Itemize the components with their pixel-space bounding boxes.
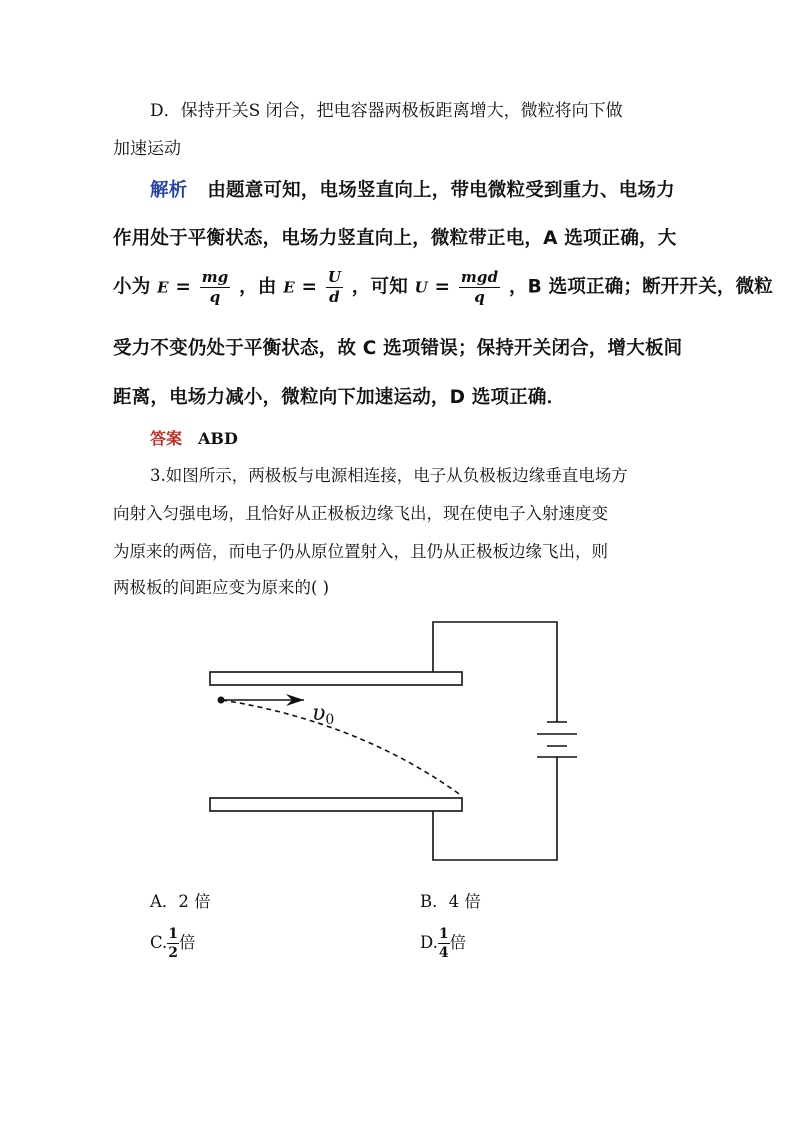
- analysis-text-1: 由题意可知，电场竖直向上，带电微粒受到重力、电场力: [207, 180, 675, 201]
- choice-c-fraction: [167, 925, 179, 962]
- analysis-text-3c: ，可知: [351, 276, 408, 298]
- question-line1: 3.如图所示，两极板与电源相连接，电子从负极板边缘垂直电场方: [150, 466, 628, 485]
- analysis-line1: [150, 176, 675, 202]
- choice-d: [420, 925, 466, 962]
- fraction-denominator: q: [209, 288, 221, 306]
- choice-b: B．4 倍: [420, 892, 481, 911]
- analysis-text-3b: ，由: [239, 276, 277, 298]
- question-line2: 向射入匀强电场，且恰好从正极板边缘飞出，现在使电子入射速度变: [113, 504, 608, 523]
- fraction-numerator: U: [327, 268, 342, 286]
- choice-c-prefix: C.: [150, 933, 168, 952]
- option-d-line2: 加速运动: [113, 139, 181, 159]
- top-plate: [210, 672, 462, 685]
- equals-sign: =: [175, 276, 192, 298]
- choice-c: [150, 925, 196, 962]
- capacitor-circuit-figure: [200, 612, 600, 872]
- fraction-denominator: 2: [168, 945, 179, 961]
- fraction-numerator: 1: [168, 926, 179, 942]
- fraction-mg-over-q: [200, 268, 231, 307]
- fraction-mgd-over-q: [459, 268, 500, 307]
- bottom-plate: [210, 798, 462, 811]
- answer-label: 答案: [150, 429, 183, 448]
- question-line3: 为原来的两倍，而电子仍从原位置射入，且仍从正极板边缘飞出，则: [113, 542, 608, 561]
- fraction-u-over-d: [326, 268, 343, 307]
- question-line4: 两极板的间距应变为原来的( ): [113, 578, 330, 597]
- electron-trajectory: [222, 700, 462, 796]
- fraction-numerator: 1: [438, 926, 449, 942]
- answer-value: ABD: [198, 429, 238, 448]
- choice-a: A．2 倍: [150, 892, 211, 911]
- choice-d-suffix: 倍: [449, 933, 467, 952]
- velocity-label: [312, 701, 334, 728]
- analysis-line5: 距离，电场力减小，微粒向下加速运动，D 选项正确．: [113, 387, 566, 408]
- analysis-text-3a: 小为: [113, 276, 151, 298]
- equals-sign-2: =: [301, 276, 318, 298]
- analysis-label: 解析: [150, 180, 188, 201]
- fraction-denominator: 4: [438, 945, 449, 961]
- choice-d-prefix: D.: [420, 933, 438, 952]
- option-d-line1: D．保持开关S 闭合，把电容器两极板距离增大，微粒将向下做: [150, 101, 623, 121]
- fraction-denominator: d: [329, 288, 340, 306]
- fraction-denominator: q: [474, 288, 485, 306]
- analysis-text-3d: ，B 选项正确；断开开关，微粒: [508, 276, 774, 298]
- equals-sign-3: =: [434, 276, 451, 298]
- analysis-line3: [113, 268, 773, 307]
- velocity-subscript: 0: [325, 712, 335, 728]
- choice-d-fraction: [438, 925, 450, 962]
- choice-c-suffix: 倍: [179, 933, 196, 952]
- analysis-line4: 受力不变仍处于平衡状态，故 C 选项错误；保持开关闭合，增大板间: [113, 338, 683, 359]
- fraction-numerator: mgd: [460, 268, 499, 286]
- electron-dot: [218, 697, 225, 704]
- var-u: U: [414, 278, 428, 297]
- analysis-line2: 作用处于平衡状态，电场力竖直向上，微粒带正电，A 选项正确，大: [113, 228, 677, 249]
- var-e: E: [157, 278, 169, 297]
- var-e-2: E: [283, 278, 295, 297]
- fraction-numerator: mg: [201, 268, 229, 286]
- answer-line: [150, 426, 238, 449]
- velocity-symbol: υ: [312, 701, 326, 726]
